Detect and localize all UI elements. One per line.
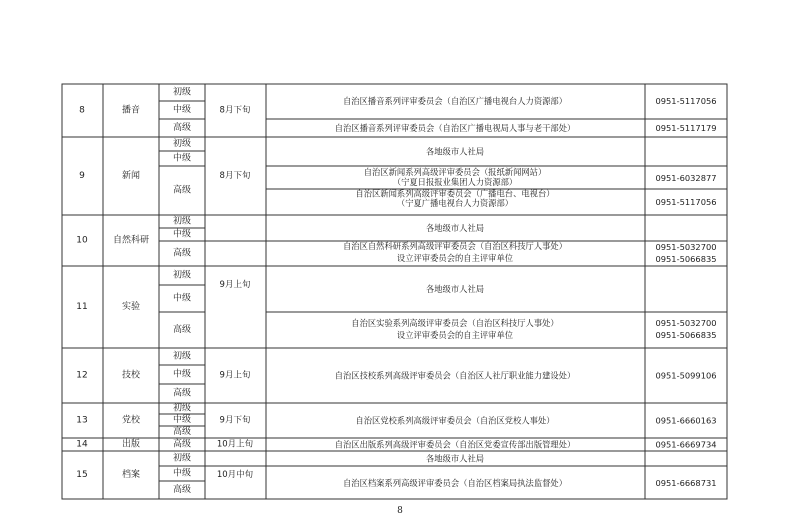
level-label: 初级 [172, 403, 192, 414]
department-text: 自治区党校系列高级评审委员会（自治区党校人事处） [355, 415, 555, 426]
level-label: 高级 [172, 325, 192, 335]
category-name: 播音 [121, 105, 141, 116]
department-text: 自治区实验系列高级评审委员会（自治区科技厅人事处） [351, 318, 559, 328]
category-name: 档案 [121, 470, 141, 480]
phone-number: 0951-5032700 [655, 242, 717, 252]
level-label: 初级 [172, 453, 192, 464]
department-text: 自治区出版系列高级评审委员会（自治区党委宣传部出版管理处） [334, 439, 576, 450]
phone-number: 0951-6668731 [655, 478, 717, 488]
review-time: 9月上旬 [219, 280, 251, 290]
department-text: 自治区新闻系列高级评审委员会（报纸新闻网站） [363, 167, 547, 177]
level-label: 初级 [172, 139, 192, 149]
department-text: 各地级市人社局 [425, 146, 485, 157]
review-time: 10月上旬 [216, 439, 254, 450]
level-label: 初级 [172, 216, 192, 227]
department-text: 自治区播音系列评审委员会（自治区广播电视台人力资源部） [342, 96, 568, 106]
department-text: （宁夏日报报业集团人力资源部） [392, 177, 518, 187]
department-text: 自治区自然科研系列高级评审委员会（自治区科技厅人事处） [342, 241, 568, 251]
review-time: 9月下旬 [219, 415, 251, 426]
review-time: 8月下旬 [219, 171, 251, 181]
level-label: 中级 [172, 468, 192, 479]
department-text: 自治区技校系列高级评审委员会（自治区人社厅职业能力建设处） [334, 370, 576, 381]
row-number: 8 [79, 105, 85, 116]
phone-number: 0951-5032700 [655, 318, 717, 328]
category-name: 出版 [121, 439, 141, 450]
row-number: 13 [76, 415, 88, 426]
table-grid-lines [62, 84, 727, 499]
phone-number: 0951-5117056 [655, 96, 717, 106]
row-number: 15 [76, 470, 88, 480]
level-label: 高级 [172, 427, 192, 437]
department-text: （宁夏广播电视台人力资源部） [396, 198, 514, 208]
row-number: 10 [76, 235, 88, 246]
department-text: 各地级市人社局 [425, 453, 485, 464]
row-number: 9 [79, 171, 85, 181]
level-label: 初级 [172, 87, 192, 98]
phone-number: 0951-5066835 [655, 254, 717, 264]
department-text: 设立评审委员会的自主评审单位 [396, 330, 514, 340]
page-number: 8 [397, 506, 403, 516]
table-cells [76, 86, 716, 496]
level-label: 中级 [172, 229, 192, 240]
category-name: 新闻 [121, 171, 141, 181]
department-text: 设立评审委员会的自主评审单位 [396, 253, 514, 263]
row-number: 11 [76, 302, 88, 312]
level-label: 中级 [172, 369, 192, 380]
department-text: 自治区播音系列评审委员会（自治区广播电视局人事与老干部处） [334, 123, 576, 133]
phone-number: 0951-6032877 [655, 173, 717, 183]
review-time: 10月中旬 [216, 470, 254, 480]
phone-number: 0951-6669734 [655, 439, 717, 450]
phone-number: 0951-6660163 [655, 415, 717, 426]
level-label: 初级 [172, 270, 192, 281]
phone-number: 0951-5117056 [655, 197, 717, 207]
level-label: 中级 [172, 415, 192, 425]
category-name: 实验 [121, 302, 141, 312]
review-time: 9月上旬 [219, 370, 251, 381]
level-label: 高级 [172, 439, 192, 450]
level-label: 中级 [172, 293, 192, 304]
row-number: 12 [76, 370, 88, 381]
level-label: 初级 [172, 351, 192, 362]
category-name: 技校 [121, 370, 141, 381]
level-label: 高级 [172, 485, 192, 495]
department-text: 各地级市人社局 [425, 223, 485, 233]
category-name: 党校 [121, 415, 141, 426]
level-label: 高级 [172, 185, 192, 196]
review-time: 8月下旬 [219, 105, 251, 116]
phone-number: 0951-5117179 [655, 123, 717, 133]
category-name: 自然科研 [112, 235, 150, 246]
phone-number: 0951-5099106 [655, 370, 717, 381]
level-label: 高级 [172, 388, 192, 399]
phone-number: 0951-5066835 [655, 330, 717, 340]
department-text: 各地级市人社局 [425, 284, 485, 294]
level-label: 高级 [172, 248, 192, 259]
level-label: 中级 [172, 153, 192, 164]
department-text: 自治区档案系列高级评审委员会（自治区档案局执法监督处） [342, 478, 568, 488]
department-text: 自治区新闻系列高级评审委员会（广播电台、电视台） [355, 188, 555, 199]
level-label: 中级 [172, 105, 192, 115]
row-number: 14 [76, 439, 88, 450]
level-label: 高级 [172, 123, 192, 133]
